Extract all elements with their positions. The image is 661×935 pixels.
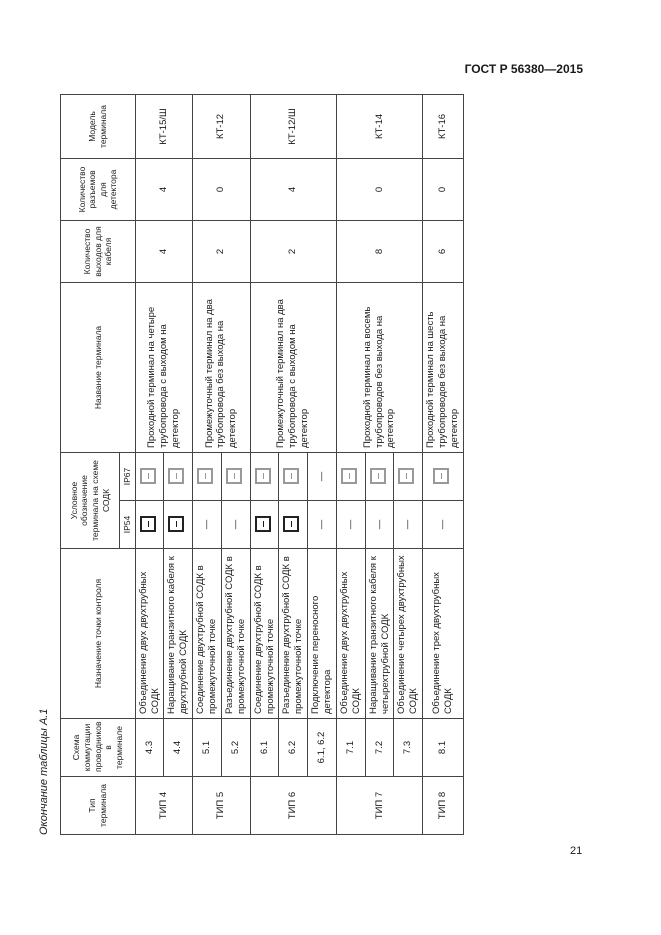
cell-type: ТИП 6 [250,777,336,835]
cell-ip67 [250,453,279,501]
cell-detector: 0 [193,159,251,221]
cell-scheme: 4.4 [164,719,193,777]
cell-ip67 [193,453,222,501]
cell-detector: 4 [250,159,336,221]
cell-name: Промежуточный терминал на два трубопровода без выхода на детектор [193,283,251,453]
cell-ip54 [250,501,279,549]
cell-model: КТ-15/Ш [135,95,193,159]
cell-ip67: — [308,453,337,501]
cell-ip54: — [308,501,337,549]
cell-ip67 [279,453,308,501]
terminal-symbol-icon [255,517,271,533]
cell-cable: 2 [250,221,336,283]
terminal-symbol-icon [283,517,299,533]
col-detector: Количество разъемов для детектора [61,159,136,221]
cell-purpose: Подключение переносного детектора [308,549,337,719]
cell-cable: 4 [135,221,193,283]
cell-purpose: Наращивание транзитного кабеля к двухтрубной СОДК [164,549,193,719]
col-purpose: Назначение точки контроля [61,549,136,719]
table-row [193,95,222,835]
terminal-symbol-icon [370,469,386,485]
cell-detector: 0 [423,159,464,221]
cell-ip54: — [423,501,464,549]
page-number: 21 [570,845,583,857]
terminal-symbol-icon [168,469,184,485]
terminal-symbol-icon [140,517,156,533]
cell-purpose: Соединение двухтрубной СОДК в промежуточной точке [193,549,222,719]
cell-scheme: 4.3 [135,719,164,777]
cell-ip67 [336,453,365,501]
cell-ip54: — [221,501,250,549]
cell-purpose: Объединение двух двухтрубных СОДК [336,549,365,719]
cell-model: КТ-12/Ш [250,95,336,159]
terminal-symbol-icon [168,517,184,533]
cell-detector: 0 [336,159,422,221]
terminal-table [60,94,464,835]
cell-type: ТИП 7 [336,777,422,835]
cell-type: ТИП 8 [423,777,464,835]
terminal-symbol-icon [226,469,242,485]
col-ip54: IP54 [120,501,136,549]
terminal-symbol-icon [255,469,271,485]
cell-purpose: Разъединение двухтрубной СОДК в промежуточной точке [279,549,308,719]
table-row [250,95,279,835]
cell-model: КТ-16 [423,95,464,159]
cell-name: Проходной терминал на шесть трубопроводов без выхода на детектор [423,283,464,453]
cell-scheme: 6.1, 6.2 [308,719,337,777]
standard-header: ГОСТ Р 56380—2015 [464,62,583,76]
table-row [423,95,464,835]
cell-type: ТИП 5 [193,777,251,835]
cell-ip54: — [193,501,222,549]
cell-name: Промежуточный терминал на два трубопровода с выходом на детектор [250,283,336,453]
cell-ip67 [221,453,250,501]
cell-purpose: Соединение двухтрубной СОДК в промежуточной точке [250,549,279,719]
cell-scheme: 7.3 [394,719,423,777]
cell-name: Проходной терминал на восемь трубопроводов без выхода на детектор [336,283,422,453]
cell-cable: 2 [193,221,251,283]
col-type: Тип терминала [61,777,136,835]
cell-purpose: Наращивание транзитного кабеля к четырехтрубной СОДК [365,549,394,719]
cell-name: Проходной терминал на четыре трубопровода с выходом на детектор [135,283,193,453]
cell-ip67 [394,453,423,501]
cell-purpose: Объединение двух двухтрубных СОДК [135,549,164,719]
cell-purpose: Объединение четырех двухтрубных СОДК [394,549,423,719]
cell-scheme: 5.1 [193,719,222,777]
table-caption: Окончание таблицы А.1 [38,708,50,835]
cell-ip54: — [336,501,365,549]
col-cable: Количество выходов для кабеля [61,221,136,283]
cell-model: КТ-14 [336,95,422,159]
cell-scheme: 5.2 [221,719,250,777]
cell-ip54: — [365,501,394,549]
cell-model: КТ-12 [193,95,251,159]
cell-ip54 [279,501,308,549]
cell-purpose: Разъединение двухтрубной СОДК в промежуточной точке [221,549,250,719]
cell-scheme: 6.1 [250,719,279,777]
cell-scheme: 7.2 [365,719,394,777]
col-name: Название терминала [61,283,136,453]
cell-ip54 [135,501,164,549]
cell-scheme: 7.1 [336,719,365,777]
table-row [336,95,365,835]
col-scheme: Схема коммутации проводников в терминале [61,719,136,777]
cell-cable: 6 [423,221,464,283]
cell-ip67 [365,453,394,501]
cell-scheme: 6.2 [279,719,308,777]
cell-purpose: Объединение трех двухтрубных СОДК [423,549,464,719]
terminal-symbol-icon [341,469,357,485]
terminal-symbol-icon [433,469,449,485]
rotated-table-container [38,95,580,835]
terminal-symbol-icon [197,469,213,485]
terminal-symbol-icon [140,469,156,485]
cell-ip54: — [394,501,423,549]
table-body [135,95,463,835]
cell-ip67 [164,453,193,501]
cell-cable: 8 [336,221,422,283]
cell-ip67 [423,453,464,501]
col-ip67: IP67 [120,453,136,501]
cell-detector: 4 [135,159,193,221]
col-symbol: Условное обозначение терминала на схеме СОДК [61,453,120,549]
table-row [135,95,164,835]
cell-type: ТИП 4 [135,777,193,835]
cell-scheme: 8.1 [423,719,464,777]
terminal-symbol-icon [283,469,299,485]
cell-ip67 [135,453,164,501]
col-model: Модель терминала [61,95,136,159]
terminal-symbol-icon [398,469,414,485]
cell-ip54 [164,501,193,549]
